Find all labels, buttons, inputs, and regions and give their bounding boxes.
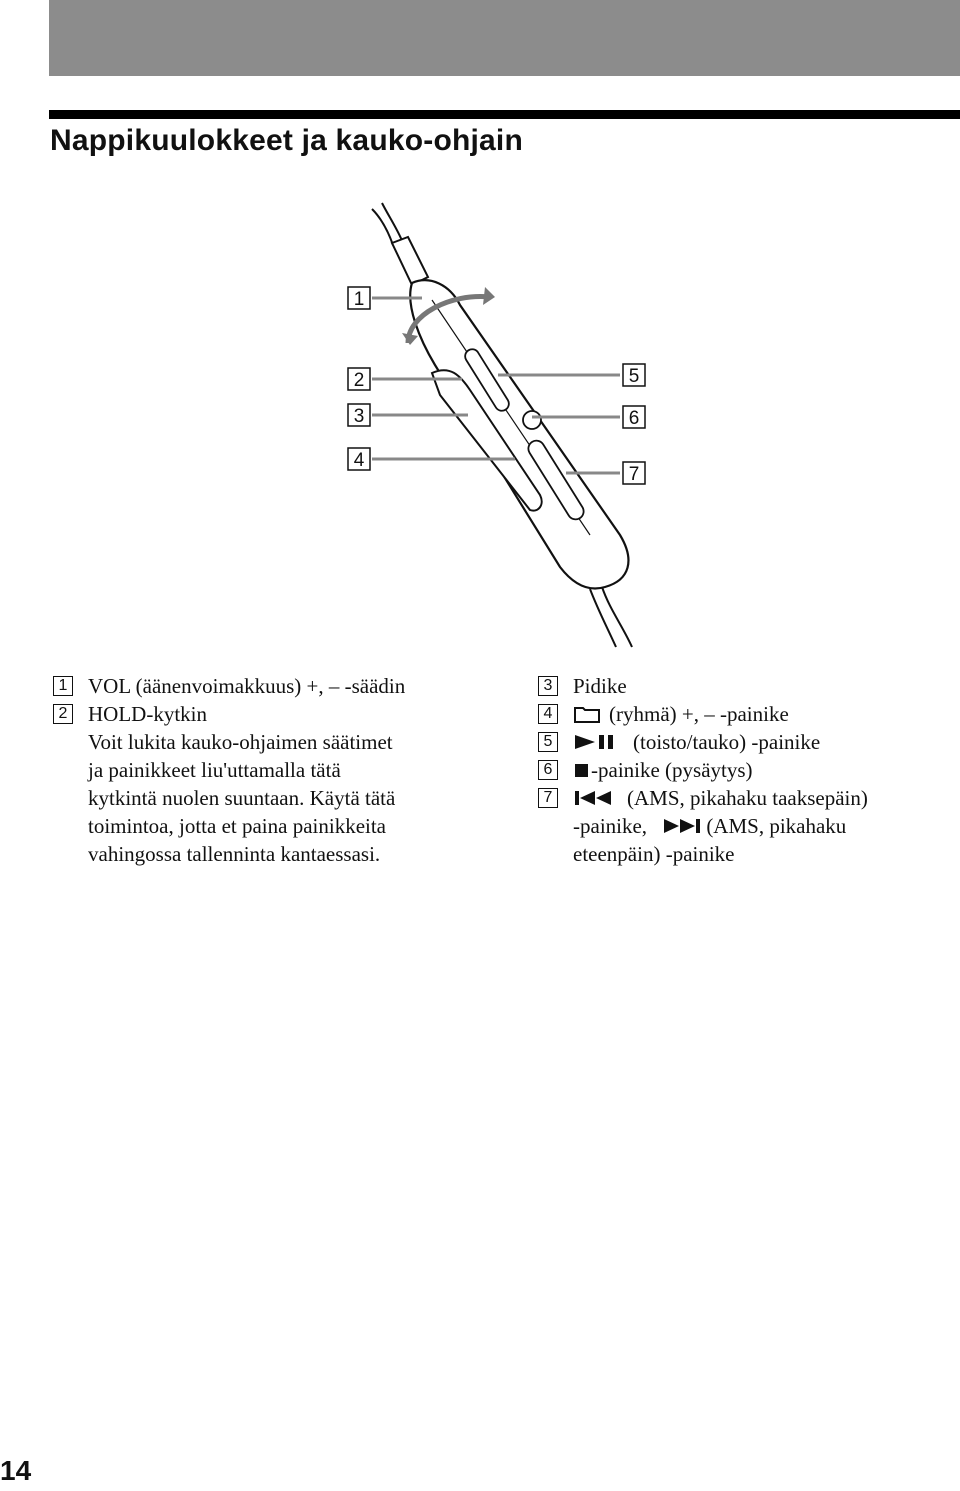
legend-number-6: 6 — [538, 760, 558, 780]
legend-item-5 — [538, 728, 958, 756]
legend-text-7-line-3: eteenpäin) -painike — [573, 842, 735, 866]
legend-left-column — [53, 672, 473, 868]
legend-text-2-line-6: vahingossa tallenninta kantaessasi. — [88, 842, 381, 866]
legend-text-2-line-1: HOLD-kytkin — [88, 702, 207, 726]
callout-2: 2 — [353, 370, 365, 391]
legend-item-2 — [53, 700, 473, 868]
legend-text-2-line-5: toimintoa, jotta et paina painikkeita — [88, 814, 386, 838]
previous-track-icon — [573, 788, 617, 808]
legend-text-1: VOL (äänenvoimakkuus) +, – -säädin — [88, 674, 406, 698]
legend-text-2-line-4: kytkintä nuolen suuntaan. Käytä tätä — [88, 786, 396, 810]
play-pause-icon — [573, 732, 627, 752]
remote-control-illustration — [300, 195, 700, 655]
next-track-icon — [658, 816, 702, 836]
legend-item-1 — [53, 672, 473, 700]
folder-icon — [573, 704, 603, 724]
legend-text-6: -painike (pysäytys) — [591, 758, 753, 782]
legend-number-4: 4 — [538, 704, 558, 724]
callout-7: 7 — [628, 464, 640, 485]
callout-3: 3 — [353, 406, 365, 427]
legend-number-3: 3 — [538, 676, 558, 696]
legend-text-2-line-2: Voit lukita kauko-ohjaimen säätimet — [88, 730, 393, 754]
callout-4: 4 — [353, 450, 365, 471]
title-rule — [49, 110, 960, 119]
page-title: Nappikuulokkeet ja kauko-ohjain — [50, 124, 523, 157]
page-number: 14 — [0, 1455, 32, 1486]
stop-icon — [573, 760, 591, 780]
callout-5: 5 — [628, 366, 640, 387]
remote-control-drawing — [300, 195, 700, 655]
legend-text-2-line-3: ja painikkeet liu'uttamalla tätä — [88, 758, 341, 782]
legend-text-7-line-1: (AMS, pikahaku taaksepäin) — [627, 786, 868, 810]
legend-number-1: 1 — [53, 676, 73, 696]
legend-number-2: 2 — [53, 704, 73, 724]
header-band — [49, 0, 960, 76]
legend-number-5: 5 — [538, 732, 558, 752]
legend-number-7: 7 — [538, 788, 558, 808]
legend-text-5: (toisto/tauko) -painike — [633, 730, 821, 754]
legend-item-6 — [538, 756, 958, 784]
legend-text-7-line-2a: -painike, — [573, 814, 648, 838]
legend-text-3: Pidike — [573, 674, 627, 698]
legend-item-3 — [538, 672, 958, 700]
callout-1: 1 — [353, 289, 365, 310]
callout-6: 6 — [628, 408, 640, 429]
legend-text-4: (ryhmä) +, – -painike — [609, 702, 789, 726]
legend-right-column — [538, 672, 958, 868]
legend-item-4 — [538, 700, 958, 728]
legend-text-7-line-2b: (AMS, pikahaku — [706, 814, 847, 838]
legend-item-7 — [538, 784, 958, 868]
